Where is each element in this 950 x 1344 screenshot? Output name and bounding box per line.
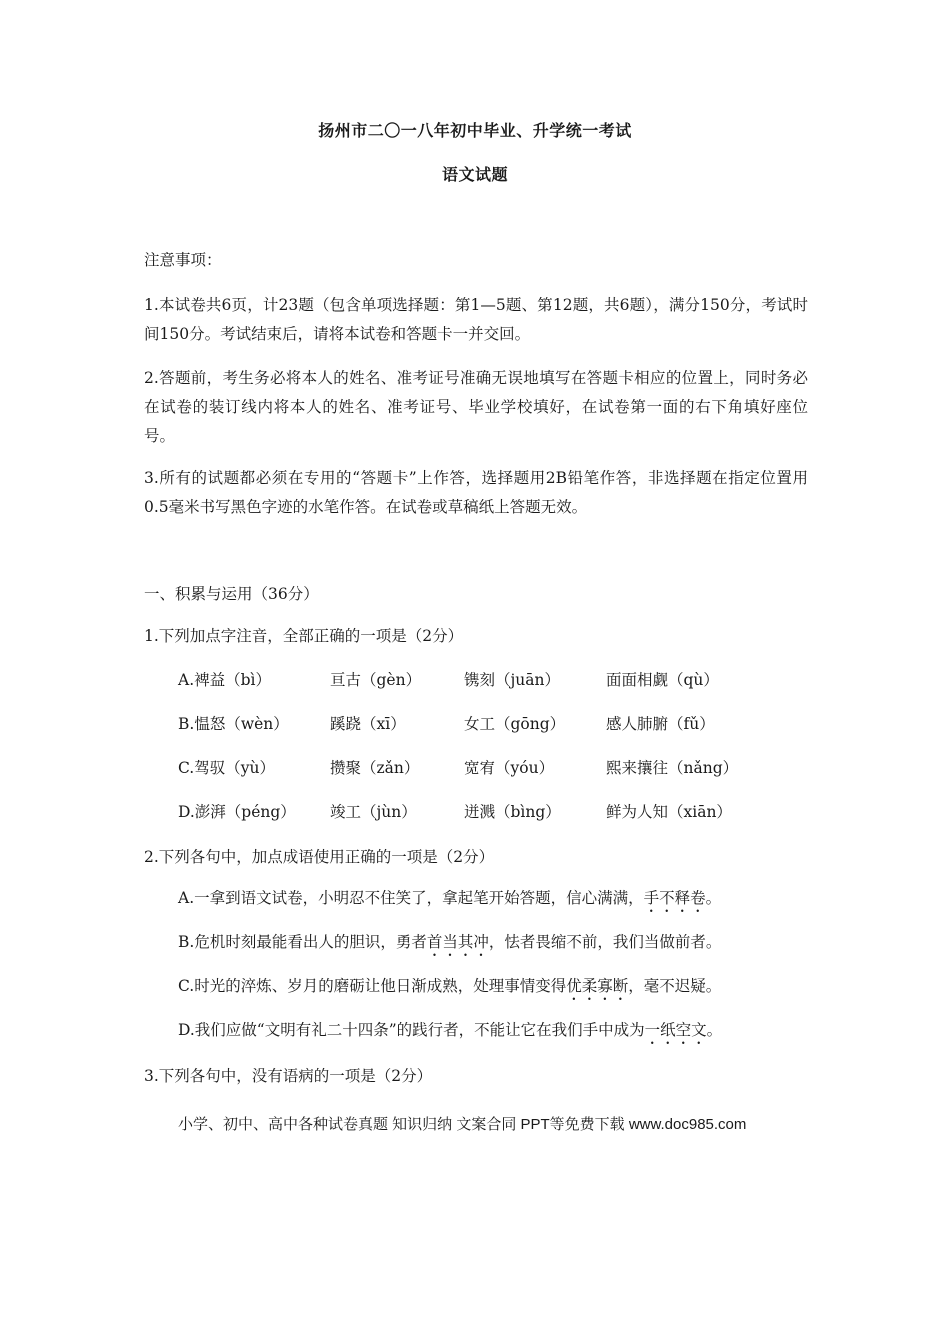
section-heading: 一、积累与运用（36分） (144, 585, 319, 603)
option-text: C.时光的淬炼、岁月的磨砺让他日渐成熟，处理事情变得 (178, 977, 567, 995)
question-2-stem: 2.下列各句中，加点成语使用正确的一项是（2分） (144, 848, 495, 866)
option-cell: 面面相觑（qù） (606, 671, 719, 689)
option-cell: 女工（gōng） (464, 715, 566, 733)
notice-heading: 注意事项： (144, 251, 222, 269)
dotted-idiom: 手不释卷 (643, 889, 706, 907)
option-cell: 亘古（gèn） (330, 671, 422, 689)
option-text: A.一拿到语文试卷，小明忍不住笑了，拿起笔开始答题，信心满满， (178, 889, 644, 907)
option-cell: 熙来攘往（nǎng） (606, 759, 739, 777)
option-cell: A.裨益（bì） (178, 671, 272, 689)
option-text: ，怯者畏缩不前，我们当做前者。 (488, 933, 722, 951)
option-cell: 蹊跷（xī） (330, 715, 406, 733)
option-cell: 迸溅（bìng） (464, 803, 561, 821)
question-2-option-d (178, 1018, 818, 1048)
option-cell: D.澎湃（péng） (178, 803, 296, 821)
dotted-idiom: 优柔寡断 (566, 977, 629, 995)
exam-subtitle: 语文试题 (441, 165, 508, 184)
footer-watermark: 小学、初中、高中各种试卷真题 知识归纳 文案合同 PPT等免费下载 www.doc985.com (178, 1116, 747, 1133)
option-cell: 鲜为人知（xiān） (606, 803, 732, 821)
question-1-stem: 1.下列加点字注音，全部正确的一项是（2分） (144, 627, 464, 645)
option-text: ，毫不迟疑。 (628, 977, 722, 995)
notice-item-3: 3.所有的试题都必须在专用的“答题卡”上作答，选择题用2B铅笔作答，非选择题在指定位置用0.5毫米书写黑色字迹的水笔作答。在试卷或草稿纸上答题无效。 (144, 469, 808, 516)
option-cell: 攒聚（zǎn） (330, 759, 420, 777)
question-2-option-b (178, 930, 818, 960)
notice-item-2: 2.答题前，考生务必将本人的姓名、准考证号准确无误地填写在答题卡相应的位置上，同时务必在试卷的装订线内将本人的姓名、准考证号、毕业学校填好，在试卷第一面的右下角填好座位号。 (144, 369, 808, 445)
notice-item-1: 1.本试卷共6页，计23题（包含单项选择题：第1—5题、第12题，共6题），满分150分，考试时间150分。考试结束后，请将本试卷和答题卡一并交回。 (144, 296, 808, 343)
option-text: B.危机时刻最能看出人的胆识，勇者 (178, 933, 427, 951)
dotted-idiom: 首当其冲 (426, 933, 489, 951)
option-cell: C.驾驭（yù） (178, 759, 275, 777)
dotted-idiom: 一纸空文 (644, 1021, 707, 1039)
option-cell: 宽宥（yóu） (464, 759, 555, 777)
option-text: D.我们应做“文明有礼二十四条”的践行者，不能让它在我们手中成为 (178, 1021, 645, 1039)
option-text: 。 (706, 1021, 723, 1039)
question-2-option-c (178, 974, 818, 1004)
exam-title: 扬州市二〇一八年初中毕业、升学统一考试 (318, 121, 632, 140)
option-cell: 感人肺腑（fǔ） (606, 715, 715, 733)
option-cell: 竣工（jùn） (330, 803, 417, 821)
option-cell: 镌刻（juān） (464, 671, 561, 689)
question-2-option-a (178, 886, 818, 916)
option-cell: B.愠怒（wèn） (178, 715, 289, 733)
option-text: 。 (705, 889, 722, 907)
question-3-stem: 3.下列各句中，没有语病的一项是（2分） (144, 1067, 433, 1085)
